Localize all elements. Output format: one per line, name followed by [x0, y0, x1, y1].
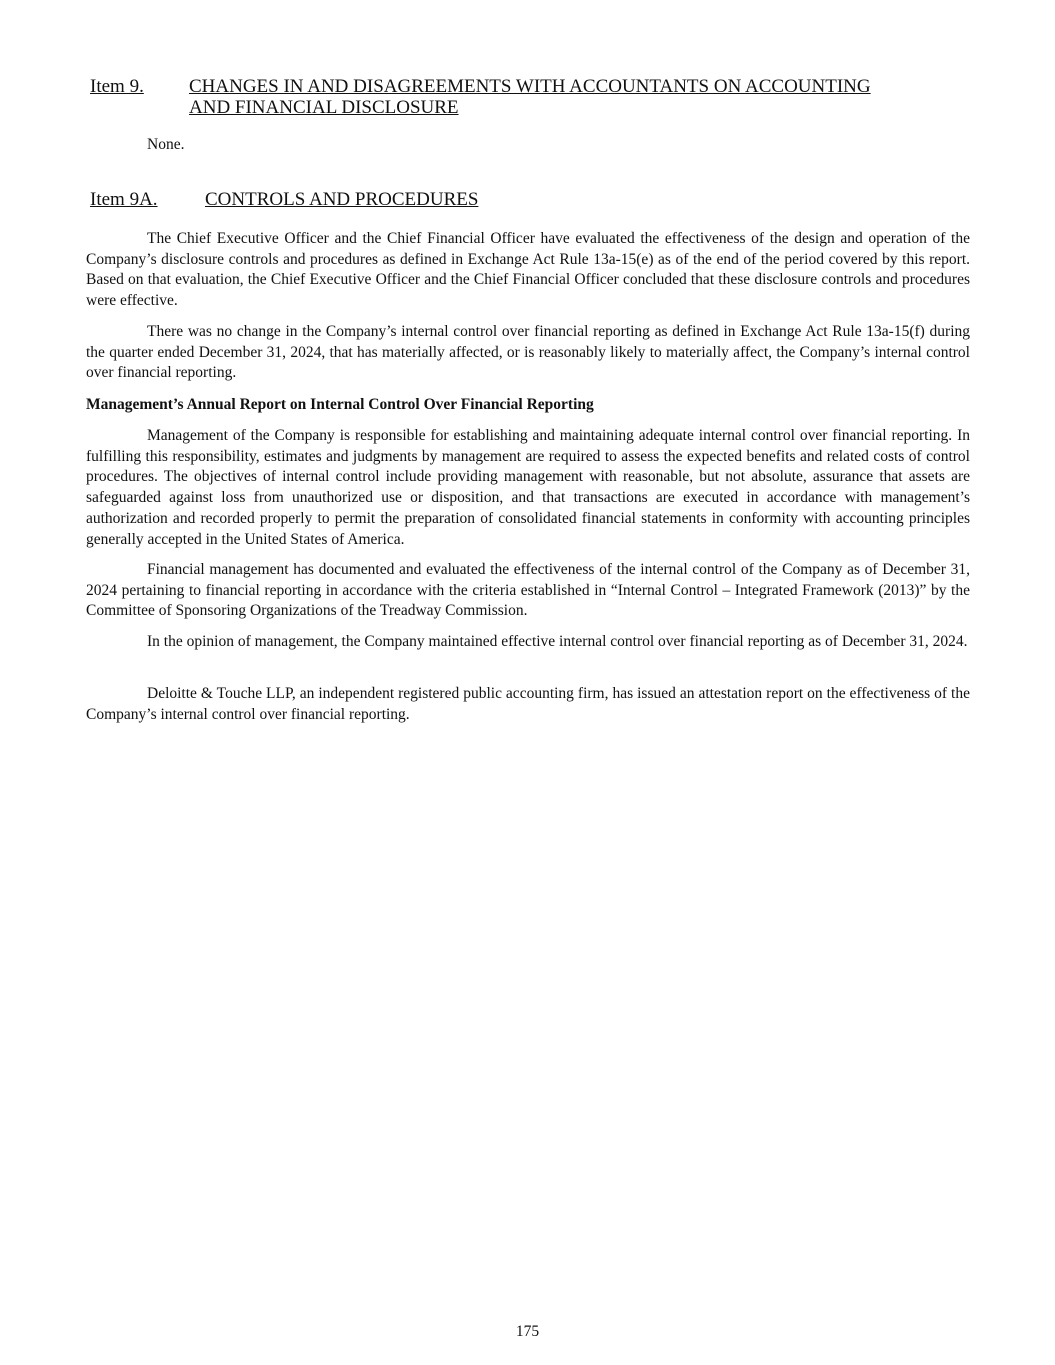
item-9-title-line-1: CHANGES IN AND DISAGREEMENTS WITH ACCOUNTANTS ON ACCOUNTING — [189, 76, 871, 97]
item-9-heading — [90, 76, 970, 118]
management-report-heading: Management’s Annual Report on Internal Control Over Financial Reporting — [86, 396, 594, 413]
management-paragraph-4: Deloitte & Touche LLP, an independent registered public accounting firm, has issued an attestation report on the effectiveness of the Company’s internal control over financial reporting. — [86, 685, 970, 723]
item-9-body: None. — [147, 136, 185, 153]
management-paragraph-1: Management of the Company is responsible for establishing and maintaining adequate internal control over financial reporting. In fulfilling this responsibility, estimates and judgments by management are required to assess the expected benefits and related costs of control procedures. The objectives of internal control include providing management with reasonable, but not absolute, assurance that assets are safeguarded against loss from unauthorized use or disposition, and that transactions are executed in accordance with management’s authorization and recorded properly to permit the preparation of consolidated financial statements in conformity with accounting principles generally accepted in the United States of America. — [86, 427, 970, 548]
item-9-number: Item 9. — [90, 76, 144, 97]
item-9-title-line-2: AND FINANCIAL DISCLOSURE — [189, 97, 459, 118]
item-9a-heading — [90, 189, 970, 210]
controls-paragraph-1: The Chief Executive Officer and the Chief Financial Officer have evaluated the effectiveness of the design and operation of the Company’s disclosure controls and procedures as defined in Exchange Act Rule 13a-15(e) as of the end of the period covered by this report. Based on that evaluation, the Chief Executive Officer and the Chief Financial Officer concluded that these disclosure controls and procedures were effective. — [86, 230, 970, 310]
page-number: 175 — [515, 1323, 540, 1340]
controls-paragraph-2: There was no change in the Company’s internal control over financial reporting as defined in Exchange Act Rule 13a-15(f) during the quarter ended December 31, 2024, that has materially affected, or is reasonably likely to materially affect, the Company’s internal control over financial reporting. — [86, 323, 970, 382]
item-9a-title: CONTROLS AND PROCEDURES — [205, 189, 479, 210]
management-paragraph-3: In the opinion of management, the Company maintained effective internal control over financial reporting as of December 31, 2024. — [147, 633, 968, 650]
management-paragraph-2: Financial management has documented and evaluated the effectiveness of the internal control of the Company as of December 31, 2024 pertaining to financial reporting in accordance with the criteria established in “Internal Control – Integrated Framework (2013)” by the Committee of Sponsoring Organizations of the Treadway Commission. — [86, 561, 970, 620]
item-9a-number: Item 9A. — [90, 189, 158, 210]
